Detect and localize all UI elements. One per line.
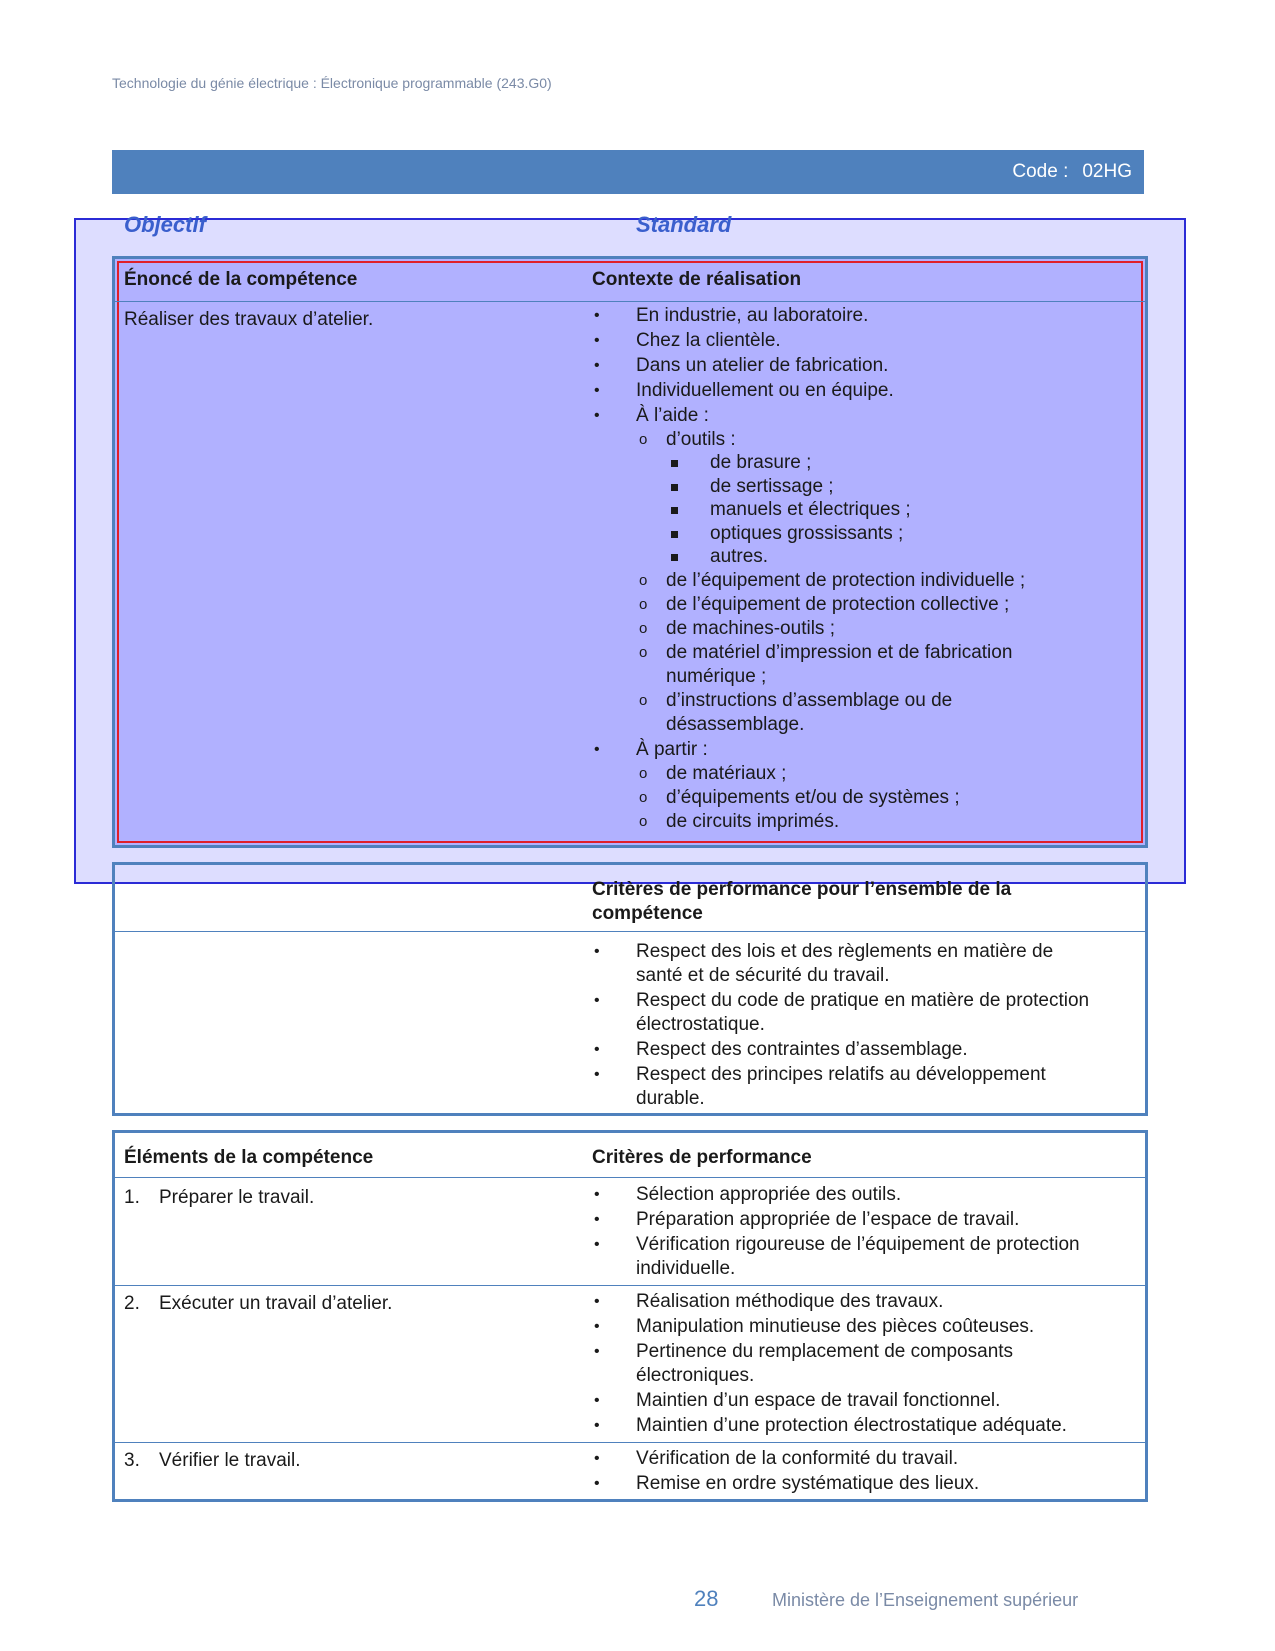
contexte-item: Dans un atelier de fabrication. bbox=[636, 355, 889, 376]
critere-item: Vérification de la conformité du travail. bbox=[636, 1448, 959, 1469]
bullet-icon: • bbox=[594, 1186, 600, 1203]
enonce-header: Énoncé de la compétence bbox=[124, 269, 358, 290]
bullet-icon: • bbox=[594, 992, 600, 1009]
element-number: 3. bbox=[124, 1450, 140, 1471]
element-text: Exécuter un travail d’atelier. bbox=[159, 1293, 393, 1314]
bullet-icon: • bbox=[594, 1417, 600, 1434]
code-label-text: Code : bbox=[1012, 161, 1069, 182]
elements-table bbox=[112, 1130, 1148, 1502]
bullet-icon: • bbox=[594, 1392, 600, 1409]
page-number: 28 bbox=[694, 1586, 719, 1611]
element-text: Préparer le travail. bbox=[159, 1187, 315, 1208]
enonce-text: Réaliser des travaux d’atelier. bbox=[124, 309, 374, 330]
sub-bullet-icon: o bbox=[639, 644, 648, 661]
bullet-icon: • bbox=[594, 332, 600, 349]
element-number: 1. bbox=[124, 1187, 140, 1208]
element-number: 2. bbox=[124, 1293, 140, 1314]
bullet-icon: • bbox=[594, 1450, 600, 1467]
critere-item-cont: électrostatique. bbox=[636, 1014, 765, 1035]
sub-bullet-icon: o bbox=[639, 813, 648, 830]
code-bar bbox=[112, 150, 1144, 194]
critere-item: Réalisation méthodique des travaux. bbox=[636, 1291, 944, 1312]
bullet-icon: • bbox=[594, 1343, 600, 1360]
contexte-item: Chez la clientèle. bbox=[636, 330, 781, 351]
contexte-item: En industrie, au laboratoire. bbox=[636, 305, 869, 326]
square-bullet-icon bbox=[671, 554, 678, 561]
critere-item: Respect des lois et des règlements en matière de bbox=[636, 941, 1054, 962]
critere-item: Respect des principes relatifs au développement bbox=[636, 1064, 1046, 1085]
bullet-icon: • bbox=[594, 407, 600, 424]
contexte-subitem: de matériel d’impression et de fabrication bbox=[666, 642, 1013, 663]
critere-item: Sélection appropriée des outils. bbox=[636, 1184, 902, 1205]
row-divider bbox=[115, 1177, 1145, 1178]
contexte-subsubitem: optiques grossissants ; bbox=[710, 523, 904, 544]
element-text: Vérifier le travail. bbox=[159, 1450, 301, 1471]
contexte-item: À partir : bbox=[636, 739, 708, 760]
contexte-subitem-cont: désassemblage. bbox=[666, 714, 805, 735]
objectif-heading: Objectif bbox=[124, 212, 206, 237]
contexte-subitem: d’outils : bbox=[666, 429, 736, 450]
row-divider bbox=[115, 1285, 1145, 1286]
contexte-subitem: de circuits imprimés. bbox=[666, 811, 840, 832]
square-bullet-icon bbox=[671, 484, 678, 491]
contexte-subsubitem: de sertissage ; bbox=[710, 476, 834, 497]
contexte-item: À l’aide : bbox=[636, 405, 709, 426]
sub-bullet-icon: o bbox=[639, 596, 648, 613]
bullet-icon: • bbox=[594, 1041, 600, 1058]
critere-item: Préparation appropriée de l’espace de travail. bbox=[636, 1209, 1020, 1230]
row-divider bbox=[115, 1442, 1145, 1443]
criteres-ensemble-table bbox=[112, 862, 1148, 1116]
selection-red-frame bbox=[117, 261, 1143, 843]
contexte-subsubitem: manuels et électriques ; bbox=[710, 499, 911, 520]
critere-item: Remise en ordre systématique des lieux. bbox=[636, 1473, 980, 1494]
square-bullet-icon bbox=[671, 507, 678, 514]
critere-item: Manipulation minutieuse des pièces coûteuses. bbox=[636, 1316, 1035, 1337]
competence-table bbox=[112, 256, 1148, 848]
critere-item: Maintien d’une protection électrostatique adéquate. bbox=[636, 1415, 1067, 1436]
sub-bullet-icon: o bbox=[639, 765, 648, 782]
footer-ministry: Ministère de l’Enseignement supérieur bbox=[772, 1590, 1079, 1610]
bullet-icon: • bbox=[594, 1318, 600, 1335]
program-header: Technologie du génie électrique : Électronique programmable (243.G0) bbox=[112, 75, 552, 91]
code-value: 02HG bbox=[1082, 161, 1132, 182]
bullet-icon: • bbox=[594, 1293, 600, 1310]
contexte-subitem: d’instructions d’assemblage ou de bbox=[666, 690, 953, 711]
standard-heading: Standard bbox=[636, 212, 732, 237]
square-bullet-icon bbox=[671, 460, 678, 467]
critere-item: Maintien d’un espace de travail fonctionnel. bbox=[636, 1390, 1001, 1411]
critere-item: Pertinence du remplacement de composants bbox=[636, 1341, 1014, 1362]
contexte-subitem: de l’équipement de protection collective ; bbox=[666, 594, 1010, 615]
square-bullet-icon bbox=[671, 531, 678, 538]
bullet-icon: • bbox=[594, 943, 600, 960]
row-divider bbox=[115, 931, 1145, 932]
contexte-subitem: de matériaux ; bbox=[666, 763, 787, 784]
contexte-subitem: d’équipements et/ou de systèmes ; bbox=[666, 787, 960, 808]
row-divider bbox=[115, 301, 1145, 302]
sub-bullet-icon: o bbox=[639, 620, 648, 637]
sub-bullet-icon: o bbox=[639, 572, 648, 589]
contexte-subitem-cont: numérique ; bbox=[666, 666, 767, 687]
contexte-subsubitem: de brasure ; bbox=[710, 452, 812, 473]
critere-item-cont: durable. bbox=[636, 1088, 705, 1109]
bullet-icon: • bbox=[594, 1211, 600, 1228]
criteres-header: Critères de performance bbox=[592, 1147, 812, 1168]
contexte-header: Contexte de réalisation bbox=[592, 269, 802, 290]
critere-item: Respect des contraintes d’assemblage. bbox=[636, 1039, 968, 1060]
contexte-subsubitem: autres. bbox=[710, 546, 769, 567]
critere-item: Respect du code de pratique en matière de protection bbox=[636, 990, 1090, 1011]
bullet-icon: • bbox=[594, 1066, 600, 1083]
sub-bullet-icon: o bbox=[639, 431, 648, 448]
criteres-ensemble-header-cont: compétence bbox=[592, 903, 703, 924]
sub-bullet-icon: o bbox=[639, 692, 648, 709]
contexte-subitem: de machines-outils ; bbox=[666, 618, 835, 639]
contexte-item: Individuellement ou en équipe. bbox=[636, 380, 894, 401]
contexte-subitem: de l’équipement de protection individuelle ; bbox=[666, 570, 1026, 591]
critere-item-cont: électroniques. bbox=[636, 1365, 755, 1386]
criteres-ensemble-header: Critères de performance pour l’ensemble de la bbox=[592, 879, 1012, 900]
bullet-icon: • bbox=[594, 382, 600, 399]
critere-item-cont: santé et de sécurité du travail. bbox=[636, 965, 890, 986]
code-label bbox=[1012, 161, 1132, 183]
elements-header: Éléments de la compétence bbox=[124, 1147, 374, 1168]
bullet-icon: • bbox=[594, 357, 600, 374]
critere-item: Vérification rigoureuse de l’équipement de protection bbox=[636, 1234, 1080, 1255]
bullet-icon: • bbox=[594, 1236, 600, 1253]
critere-item-cont: individuelle. bbox=[636, 1258, 736, 1279]
sub-bullet-icon: o bbox=[639, 789, 648, 806]
bullet-icon: • bbox=[594, 741, 600, 758]
bullet-icon: • bbox=[594, 1475, 600, 1492]
bullet-icon: • bbox=[594, 307, 600, 324]
